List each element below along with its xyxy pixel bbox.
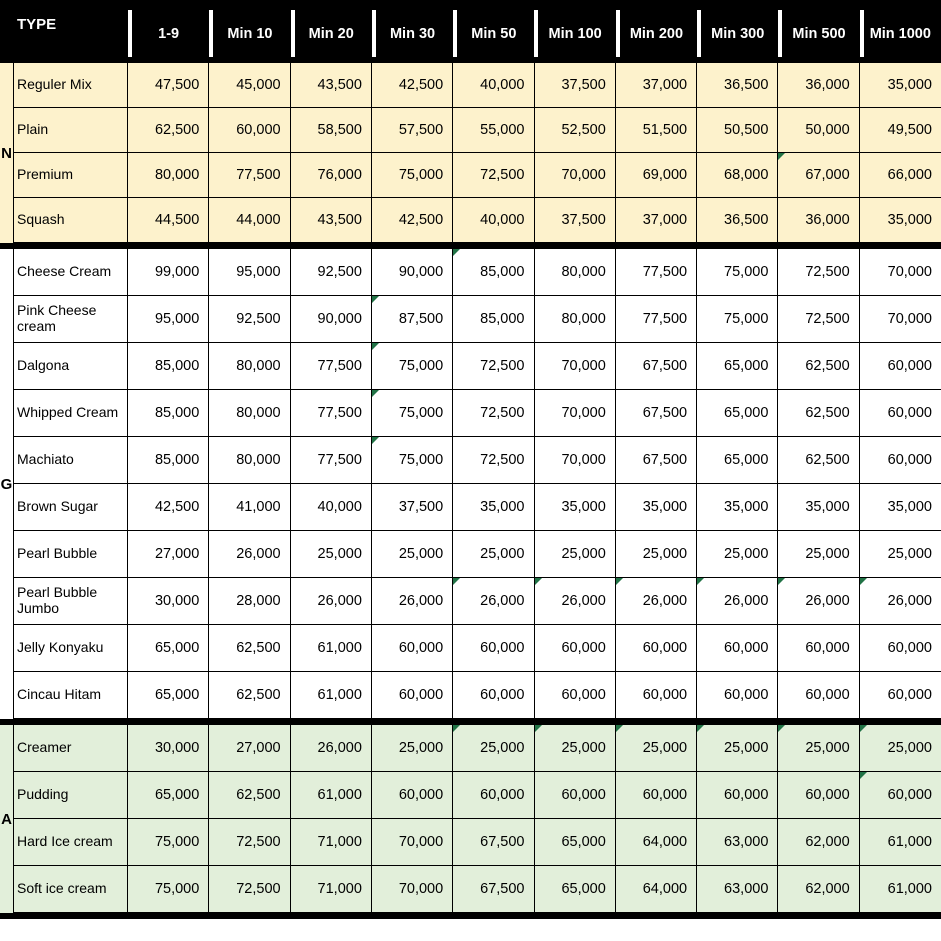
cell-flag-icon: [697, 725, 704, 732]
column-header-min-30[interactable]: Min 30: [372, 0, 453, 57]
row-label-cell[interactable]: Dalgona: [14, 343, 128, 390]
price-cell[interactable]: 67,500: [453, 866, 534, 913]
price-cell[interactable]: 95,000: [128, 296, 209, 343]
price-cell[interactable]: 85,000: [453, 249, 534, 296]
cell-flag-icon: [535, 578, 542, 585]
price-cell[interactable]: 60,000: [616, 625, 697, 672]
price-cell[interactable]: 42,500: [372, 198, 453, 243]
price-cell[interactable]: 80,000: [209, 343, 290, 390]
row-label-cell[interactable]: Pearl Bubble Jumbo: [14, 578, 128, 625]
price-cell[interactable]: 25,000: [778, 725, 859, 772]
column-header-min-1000[interactable]: Min 1000: [860, 0, 941, 57]
cell-flag-icon: [697, 578, 704, 585]
price-cell[interactable]: 61,000: [291, 772, 372, 819]
price-cell[interactable]: 28,000: [209, 578, 290, 625]
price-cell[interactable]: 35,000: [697, 484, 778, 531]
cell-flag-icon: [616, 578, 623, 585]
price-cell[interactable]: 62,500: [209, 672, 290, 719]
cell-flag-icon: [860, 578, 867, 585]
price-cell[interactable]: 26,000: [209, 531, 290, 578]
price-cell[interactable]: 71,000: [291, 866, 372, 913]
price-cell[interactable]: 61,000: [291, 625, 372, 672]
price-cell[interactable]: 65,000: [697, 437, 778, 484]
price-cell[interactable]: 60,000: [778, 772, 859, 819]
price-cell[interactable]: 60,000: [697, 772, 778, 819]
price-cell[interactable]: 25,000: [372, 725, 453, 772]
price-cell[interactable]: 47,500: [128, 63, 209, 108]
price-cell[interactable]: 65,000: [128, 672, 209, 719]
row-label-cell[interactable]: Creamer: [14, 725, 128, 772]
column-header-min-20[interactable]: Min 20: [291, 0, 372, 57]
price-cell[interactable]: 72,500: [453, 153, 534, 198]
cell-flag-icon: [860, 725, 867, 732]
cell-flag-icon: [453, 578, 460, 585]
price-cell[interactable]: 60,000: [697, 625, 778, 672]
price-cell[interactable]: 36,000: [778, 198, 859, 243]
price-cell[interactable]: 61,000: [860, 866, 941, 913]
price-cell[interactable]: 26,000: [778, 578, 859, 625]
cell-flag-icon: [778, 153, 785, 160]
group-label-cell[interactable]: [0, 63, 14, 243]
price-cell[interactable]: 60,000: [697, 672, 778, 719]
price-cell[interactable]: 26,000: [697, 578, 778, 625]
price-cell[interactable]: 60,000: [778, 672, 859, 719]
price-cell[interactable]: 70,000: [535, 153, 616, 198]
price-cell[interactable]: 67,500: [616, 343, 697, 390]
price-cell[interactable]: 26,000: [291, 578, 372, 625]
price-cell[interactable]: 60,000: [453, 672, 534, 719]
price-cell[interactable]: 60,000: [860, 343, 941, 390]
price-cell[interactable]: 72,500: [209, 866, 290, 913]
price-cell[interactable]: 90,000: [291, 296, 372, 343]
cell-flag-icon: [535, 725, 542, 732]
price-cell[interactable]: 72,500: [778, 249, 859, 296]
price-cell[interactable]: 65,000: [535, 819, 616, 866]
price-cell[interactable]: 85,000: [128, 343, 209, 390]
price-cell[interactable]: 62,500: [209, 625, 290, 672]
price-cell[interactable]: 75,000: [372, 390, 453, 437]
group-label-cell[interactable]: [0, 249, 14, 719]
price-cell[interactable]: 60,000: [860, 390, 941, 437]
price-cell[interactable]: 62,000: [778, 819, 859, 866]
price-cell[interactable]: 36,500: [697, 63, 778, 108]
price-cell[interactable]: 25,000: [535, 531, 616, 578]
price-cell[interactable]: 35,000: [860, 63, 941, 108]
price-cell[interactable]: 35,000: [860, 198, 941, 243]
price-cell[interactable]: 72,500: [778, 296, 859, 343]
row-label-cell[interactable]: Cincau Hitam: [14, 672, 128, 719]
price-cell[interactable]: 67,500: [616, 390, 697, 437]
price-cell[interactable]: 40,000: [453, 63, 534, 108]
cell-flag-icon: [372, 343, 379, 350]
price-cell[interactable]: 42,500: [128, 484, 209, 531]
price-cell[interactable]: 85,000: [128, 390, 209, 437]
price-cell[interactable]: 65,000: [128, 625, 209, 672]
price-cell[interactable]: 80,000: [209, 390, 290, 437]
price-cell[interactable]: 40,000: [453, 198, 534, 243]
price-cell[interactable]: 60,000: [535, 772, 616, 819]
column-header-min-50[interactable]: Min 50: [453, 0, 534, 57]
price-cell[interactable]: 70,000: [860, 296, 941, 343]
cell-flag-icon: [372, 390, 379, 397]
row-label-cell[interactable]: Pudding: [14, 772, 128, 819]
group-label: A: [1, 810, 12, 828]
price-cell[interactable]: 77,500: [616, 249, 697, 296]
cell-flag-icon: [778, 578, 785, 585]
price-cell[interactable]: 80,000: [535, 296, 616, 343]
price-cell[interactable]: 58,500: [291, 108, 372, 153]
price-cell[interactable]: 60,000: [616, 672, 697, 719]
price-cell[interactable]: 43,500: [291, 63, 372, 108]
price-cell[interactable]: 80,000: [128, 153, 209, 198]
price-cell[interactable]: 35,000: [860, 484, 941, 531]
price-cell[interactable]: 41,000: [209, 484, 290, 531]
price-cell[interactable]: 40,000: [291, 484, 372, 531]
price-cell[interactable]: 25,000: [616, 725, 697, 772]
price-cell[interactable]: 25,000: [453, 725, 534, 772]
price-cell[interactable]: 72,500: [453, 390, 534, 437]
row-label-cell[interactable]: Brown Sugar: [14, 484, 128, 531]
price-cell[interactable]: 64,000: [616, 819, 697, 866]
price-cell[interactable]: 72,500: [209, 819, 290, 866]
price-cell[interactable]: 62,000: [778, 866, 859, 913]
price-cell[interactable]: 35,000: [535, 484, 616, 531]
cell-flag-icon: [616, 725, 623, 732]
column-header-min-500[interactable]: Min 500: [778, 0, 859, 57]
price-cell[interactable]: 25,000: [697, 725, 778, 772]
price-cell[interactable]: 70,000: [860, 249, 941, 296]
row-label-cell[interactable]: Premium: [14, 153, 128, 198]
group-label: N: [1, 144, 12, 162]
row-label-cell[interactable]: Cheese Cream: [14, 249, 128, 296]
price-cell[interactable]: 77,500: [291, 343, 372, 390]
column-headers: [128, 0, 941, 57]
price-cell[interactable]: 70,000: [535, 437, 616, 484]
price-cell[interactable]: 87,500: [372, 296, 453, 343]
price-cell[interactable]: 43,500: [291, 198, 372, 243]
group-section-2: [0, 725, 941, 913]
price-cell[interactable]: 63,000: [697, 866, 778, 913]
price-cell[interactable]: 26,000: [860, 578, 941, 625]
price-cell[interactable]: 76,000: [291, 153, 372, 198]
price-cell[interactable]: 75,000: [372, 153, 453, 198]
price-cell[interactable]: 37,000: [616, 63, 697, 108]
price-cell[interactable]: 77,500: [616, 296, 697, 343]
price-cell[interactable]: 25,000: [535, 725, 616, 772]
price-cell[interactable]: 57,500: [372, 108, 453, 153]
row-label-cell[interactable]: Squash: [14, 198, 128, 243]
price-cell[interactable]: 25,000: [372, 531, 453, 578]
price-cell[interactable]: 62,500: [778, 390, 859, 437]
price-cell[interactable]: 90,000: [372, 249, 453, 296]
row-label-cell[interactable]: Soft ice cream: [14, 866, 128, 913]
row-label-cell[interactable]: Pearl Bubble: [14, 531, 128, 578]
price-cell[interactable]: 62,500: [128, 108, 209, 153]
price-cell[interactable]: 75,000: [128, 866, 209, 913]
row-label-cell[interactable]: Plain: [14, 108, 128, 153]
price-cell[interactable]: 26,000: [535, 578, 616, 625]
price-cell[interactable]: 37,500: [372, 484, 453, 531]
price-cell[interactable]: 65,000: [697, 390, 778, 437]
price-cell[interactable]: 77,500: [209, 153, 290, 198]
price-cell[interactable]: 25,000: [616, 531, 697, 578]
price-cell[interactable]: 55,000: [453, 108, 534, 153]
price-cell[interactable]: 61,000: [860, 819, 941, 866]
group-label-cell[interactable]: [0, 725, 14, 913]
row-label-cell[interactable]: Reguler Mix: [14, 63, 128, 108]
price-cell[interactable]: 80,000: [209, 437, 290, 484]
price-cell[interactable]: 85,000: [453, 296, 534, 343]
price-cell[interactable]: 69,000: [616, 153, 697, 198]
price-cell[interactable]: 68,000: [697, 153, 778, 198]
cell-flag-icon: [778, 725, 785, 732]
price-cell[interactable]: 75,000: [697, 296, 778, 343]
price-cell[interactable]: 42,500: [372, 63, 453, 108]
price-cell[interactable]: 27,000: [209, 725, 290, 772]
price-cell[interactable]: 37,500: [535, 198, 616, 243]
price-cell[interactable]: 44,500: [128, 198, 209, 243]
price-cell[interactable]: 60,000: [616, 772, 697, 819]
price-cell[interactable]: 85,000: [128, 437, 209, 484]
row-label-cell[interactable]: Jelly Konyaku: [14, 625, 128, 672]
price-cell[interactable]: 60,000: [209, 108, 290, 153]
group-label: G: [0, 475, 13, 493]
column-header-min-300[interactable]: Min 300: [697, 0, 778, 57]
price-cell[interactable]: 25,000: [291, 531, 372, 578]
header-row: [0, 0, 941, 57]
price-cell[interactable]: 35,000: [616, 484, 697, 531]
price-cell[interactable]: 30,000: [128, 725, 209, 772]
price-cell[interactable]: 67,500: [616, 437, 697, 484]
price-cell[interactable]: 60,000: [860, 625, 941, 672]
price-cell[interactable]: 92,500: [291, 249, 372, 296]
price-cell[interactable]: 64,000: [616, 866, 697, 913]
price-cell[interactable]: 71,000: [291, 819, 372, 866]
price-cell[interactable]: 49,500: [860, 108, 941, 153]
price-cell[interactable]: 75,000: [697, 249, 778, 296]
price-cell[interactable]: 52,500: [535, 108, 616, 153]
price-cell[interactable]: 62,500: [209, 772, 290, 819]
price-cell[interactable]: 51,500: [616, 108, 697, 153]
price-cell[interactable]: 25,000: [860, 725, 941, 772]
price-cell[interactable]: 62,500: [778, 343, 859, 390]
price-cell[interactable]: 60,000: [372, 625, 453, 672]
price-cell[interactable]: 35,000: [453, 484, 534, 531]
price-cell[interactable]: 75,000: [372, 437, 453, 484]
price-cell[interactable]: 77,500: [291, 437, 372, 484]
group-section-0: [0, 63, 941, 243]
row-label-cell[interactable]: Whipped Cream: [14, 390, 128, 437]
price-cell[interactable]: 70,000: [535, 343, 616, 390]
cell-flag-icon: [372, 296, 379, 303]
price-cell[interactable]: 80,000: [535, 249, 616, 296]
price-cell[interactable]: 25,000: [778, 531, 859, 578]
price-cell[interactable]: 70,000: [372, 819, 453, 866]
price-cell[interactable]: 35,000: [778, 484, 859, 531]
price-cell[interactable]: 27,000: [128, 531, 209, 578]
price-cell[interactable]: 70,000: [535, 390, 616, 437]
table-bottom-border: [0, 913, 941, 919]
price-cell[interactable]: 60,000: [535, 625, 616, 672]
price-cell[interactable]: 50,000: [778, 108, 859, 153]
price-cell[interactable]: 26,000: [372, 578, 453, 625]
price-cell[interactable]: 75,000: [128, 819, 209, 866]
price-cell[interactable]: 67,500: [453, 819, 534, 866]
price-cell[interactable]: 60,000: [860, 772, 941, 819]
price-cell[interactable]: 26,000: [616, 578, 697, 625]
price-cell[interactable]: 45,000: [209, 63, 290, 108]
cell-flag-icon: [860, 772, 867, 779]
price-cell[interactable]: 66,000: [860, 153, 941, 198]
price-cell[interactable]: 37,500: [535, 63, 616, 108]
price-cell[interactable]: 37,000: [616, 198, 697, 243]
price-cell[interactable]: 25,000: [860, 531, 941, 578]
type-header-cell[interactable]: [0, 0, 128, 57]
price-cell[interactable]: 92,500: [209, 296, 290, 343]
price-cell[interactable]: 60,000: [453, 772, 534, 819]
cell-flag-icon: [372, 437, 379, 444]
price-cell[interactable]: 50,500: [697, 108, 778, 153]
table-body: [0, 63, 941, 913]
cell-flag-icon: [453, 725, 460, 732]
price-cell[interactable]: 77,500: [291, 390, 372, 437]
column-header-1-9[interactable]: 1-9: [128, 0, 209, 57]
price-cell[interactable]: 60,000: [860, 437, 941, 484]
cell-flag-icon: [453, 249, 460, 256]
group-section-1: [0, 249, 941, 719]
price-cell[interactable]: 95,000: [209, 249, 290, 296]
row-label-cell[interactable]: Machiato: [14, 437, 128, 484]
price-cell[interactable]: 65,000: [128, 772, 209, 819]
price-cell[interactable]: 60,000: [453, 625, 534, 672]
column-header-min-100[interactable]: Min 100: [534, 0, 615, 57]
price-cell[interactable]: 60,000: [372, 672, 453, 719]
price-cell[interactable]: 65,000: [697, 343, 778, 390]
price-cell[interactable]: 61,000: [291, 672, 372, 719]
type-header-label: TYPE: [17, 16, 57, 33]
row-label-cell[interactable]: Hard Ice cream: [14, 819, 128, 866]
price-cell[interactable]: 26,000: [453, 578, 534, 625]
column-header-min-200[interactable]: Min 200: [616, 0, 697, 57]
price-cell[interactable]: 72,500: [453, 437, 534, 484]
price-cell[interactable]: 60,000: [860, 672, 941, 719]
price-cell[interactable]: 36,000: [778, 63, 859, 108]
price-cell[interactable]: 67,000: [778, 153, 859, 198]
row-label-cell[interactable]: Pink Cheese cream: [14, 296, 128, 343]
price-cell[interactable]: 44,000: [209, 198, 290, 243]
price-cell[interactable]: 60,000: [535, 672, 616, 719]
price-cell[interactable]: 70,000: [372, 866, 453, 913]
price-cell[interactable]: 72,500: [453, 343, 534, 390]
price-cell[interactable]: 36,500: [697, 198, 778, 243]
price-cell[interactable]: 65,000: [535, 866, 616, 913]
price-cell[interactable]: 75,000: [372, 343, 453, 390]
price-cell[interactable]: 63,000: [697, 819, 778, 866]
price-cell[interactable]: 30,000: [128, 578, 209, 625]
price-cell[interactable]: 99,000: [128, 249, 209, 296]
price-cell[interactable]: 60,000: [778, 625, 859, 672]
price-cell[interactable]: 25,000: [453, 531, 534, 578]
price-cell[interactable]: 26,000: [291, 725, 372, 772]
column-header-min-10[interactable]: Min 10: [209, 0, 290, 57]
price-cell[interactable]: 62,500: [778, 437, 859, 484]
price-cell[interactable]: 25,000: [697, 531, 778, 578]
price-cell[interactable]: 60,000: [372, 772, 453, 819]
